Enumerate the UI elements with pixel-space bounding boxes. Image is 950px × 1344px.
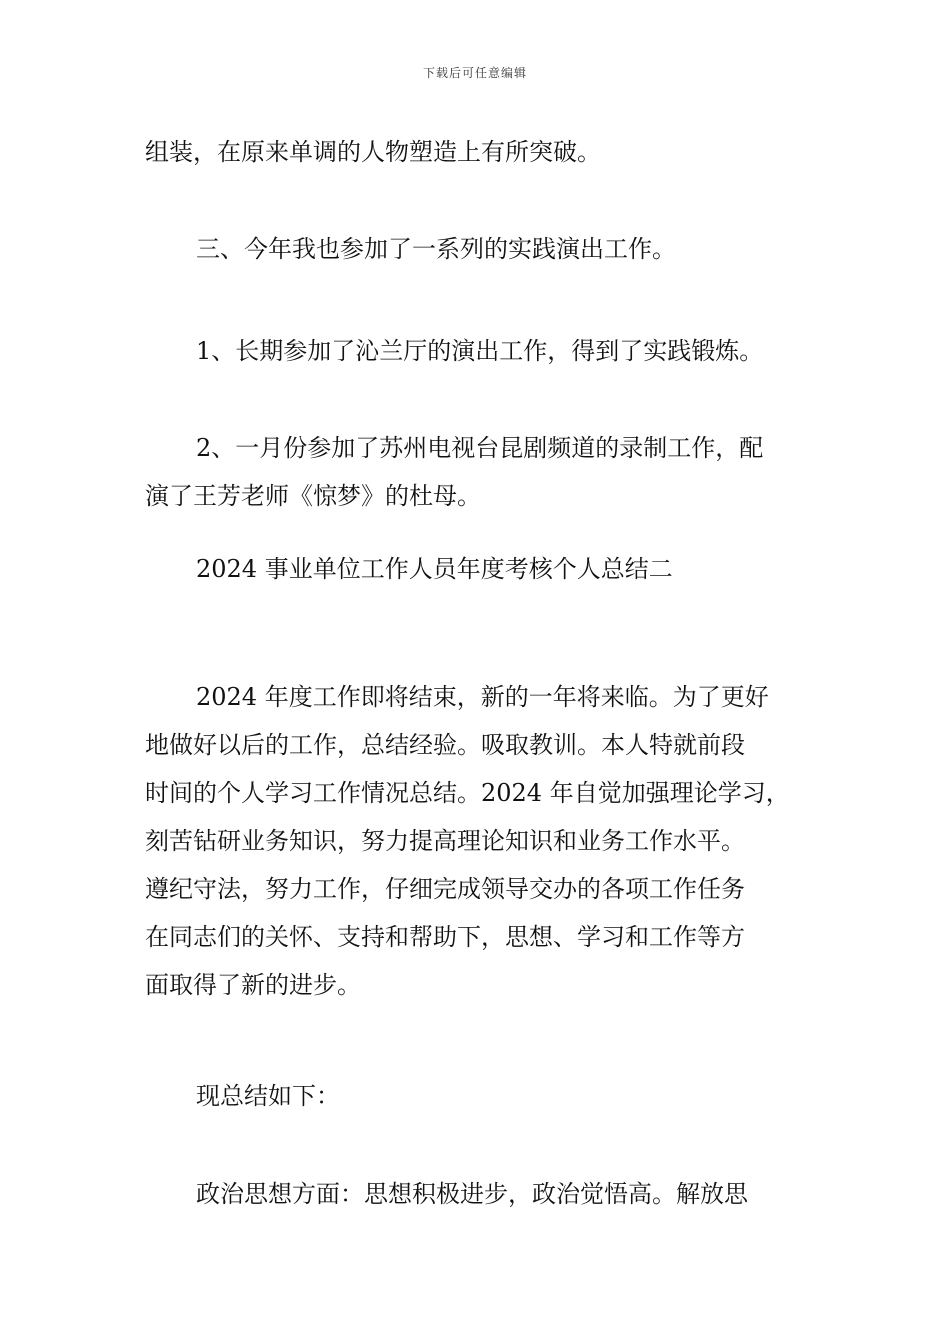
page-header: 下载后可任意编辑 xyxy=(422,66,527,80)
text-line: 2、一月份参加了苏州电视台昆剧频道的录制工作，配 xyxy=(196,434,764,462)
text-line: 2024 年度工作即将结束，新的一年将来临。为了更好 xyxy=(196,683,769,711)
text-line: 时间的个人学习工作情况总结。2024 年自觉加强理论学习， xyxy=(145,779,790,807)
text-line: 组装，在原来单调的人物塑造上有所突破。 xyxy=(145,138,601,166)
paragraph-item-two xyxy=(145,424,815,520)
text-line: 演了王芳老师《惊梦》的杜母。 xyxy=(145,482,481,510)
text-line: 在同志们的关怀、支持和帮助下，思想、学习和工作等方 xyxy=(145,923,745,951)
paragraph-continued xyxy=(145,128,815,176)
paragraph-section-three xyxy=(145,225,815,273)
paragraph-intro xyxy=(145,673,815,1009)
text-line: 三、今年我也参加了一系列的实践演出工作。 xyxy=(196,235,676,263)
text-line: 遵纪守法，努力工作，仔细完成领导交办的各项工作任务 xyxy=(145,875,745,903)
text-line: 现总结如下： xyxy=(196,1082,340,1110)
text-line: 2024 事业单位工作人员年度考核个人总结二 xyxy=(196,555,673,583)
text-line: 政治思想方面：思想积极进步，政治觉悟高。解放思 xyxy=(196,1180,748,1208)
text-line: 刻苦钻研业务知识，努力提高理论知识和业务工作水平。 xyxy=(145,827,745,855)
text-line: 1、长期参加了沁兰厅的演出工作，得到了实践锻炼。 xyxy=(196,337,764,365)
text-line: 面取得了新的进步。 xyxy=(145,971,361,999)
text-line: 地做好以后的工作，总结经验。吸取教训。本人特就前段 xyxy=(145,731,745,759)
paragraph-political xyxy=(145,1170,815,1218)
paragraph-item-one xyxy=(145,327,815,375)
section-heading xyxy=(145,545,815,593)
paragraph-summary-lead xyxy=(145,1072,815,1120)
